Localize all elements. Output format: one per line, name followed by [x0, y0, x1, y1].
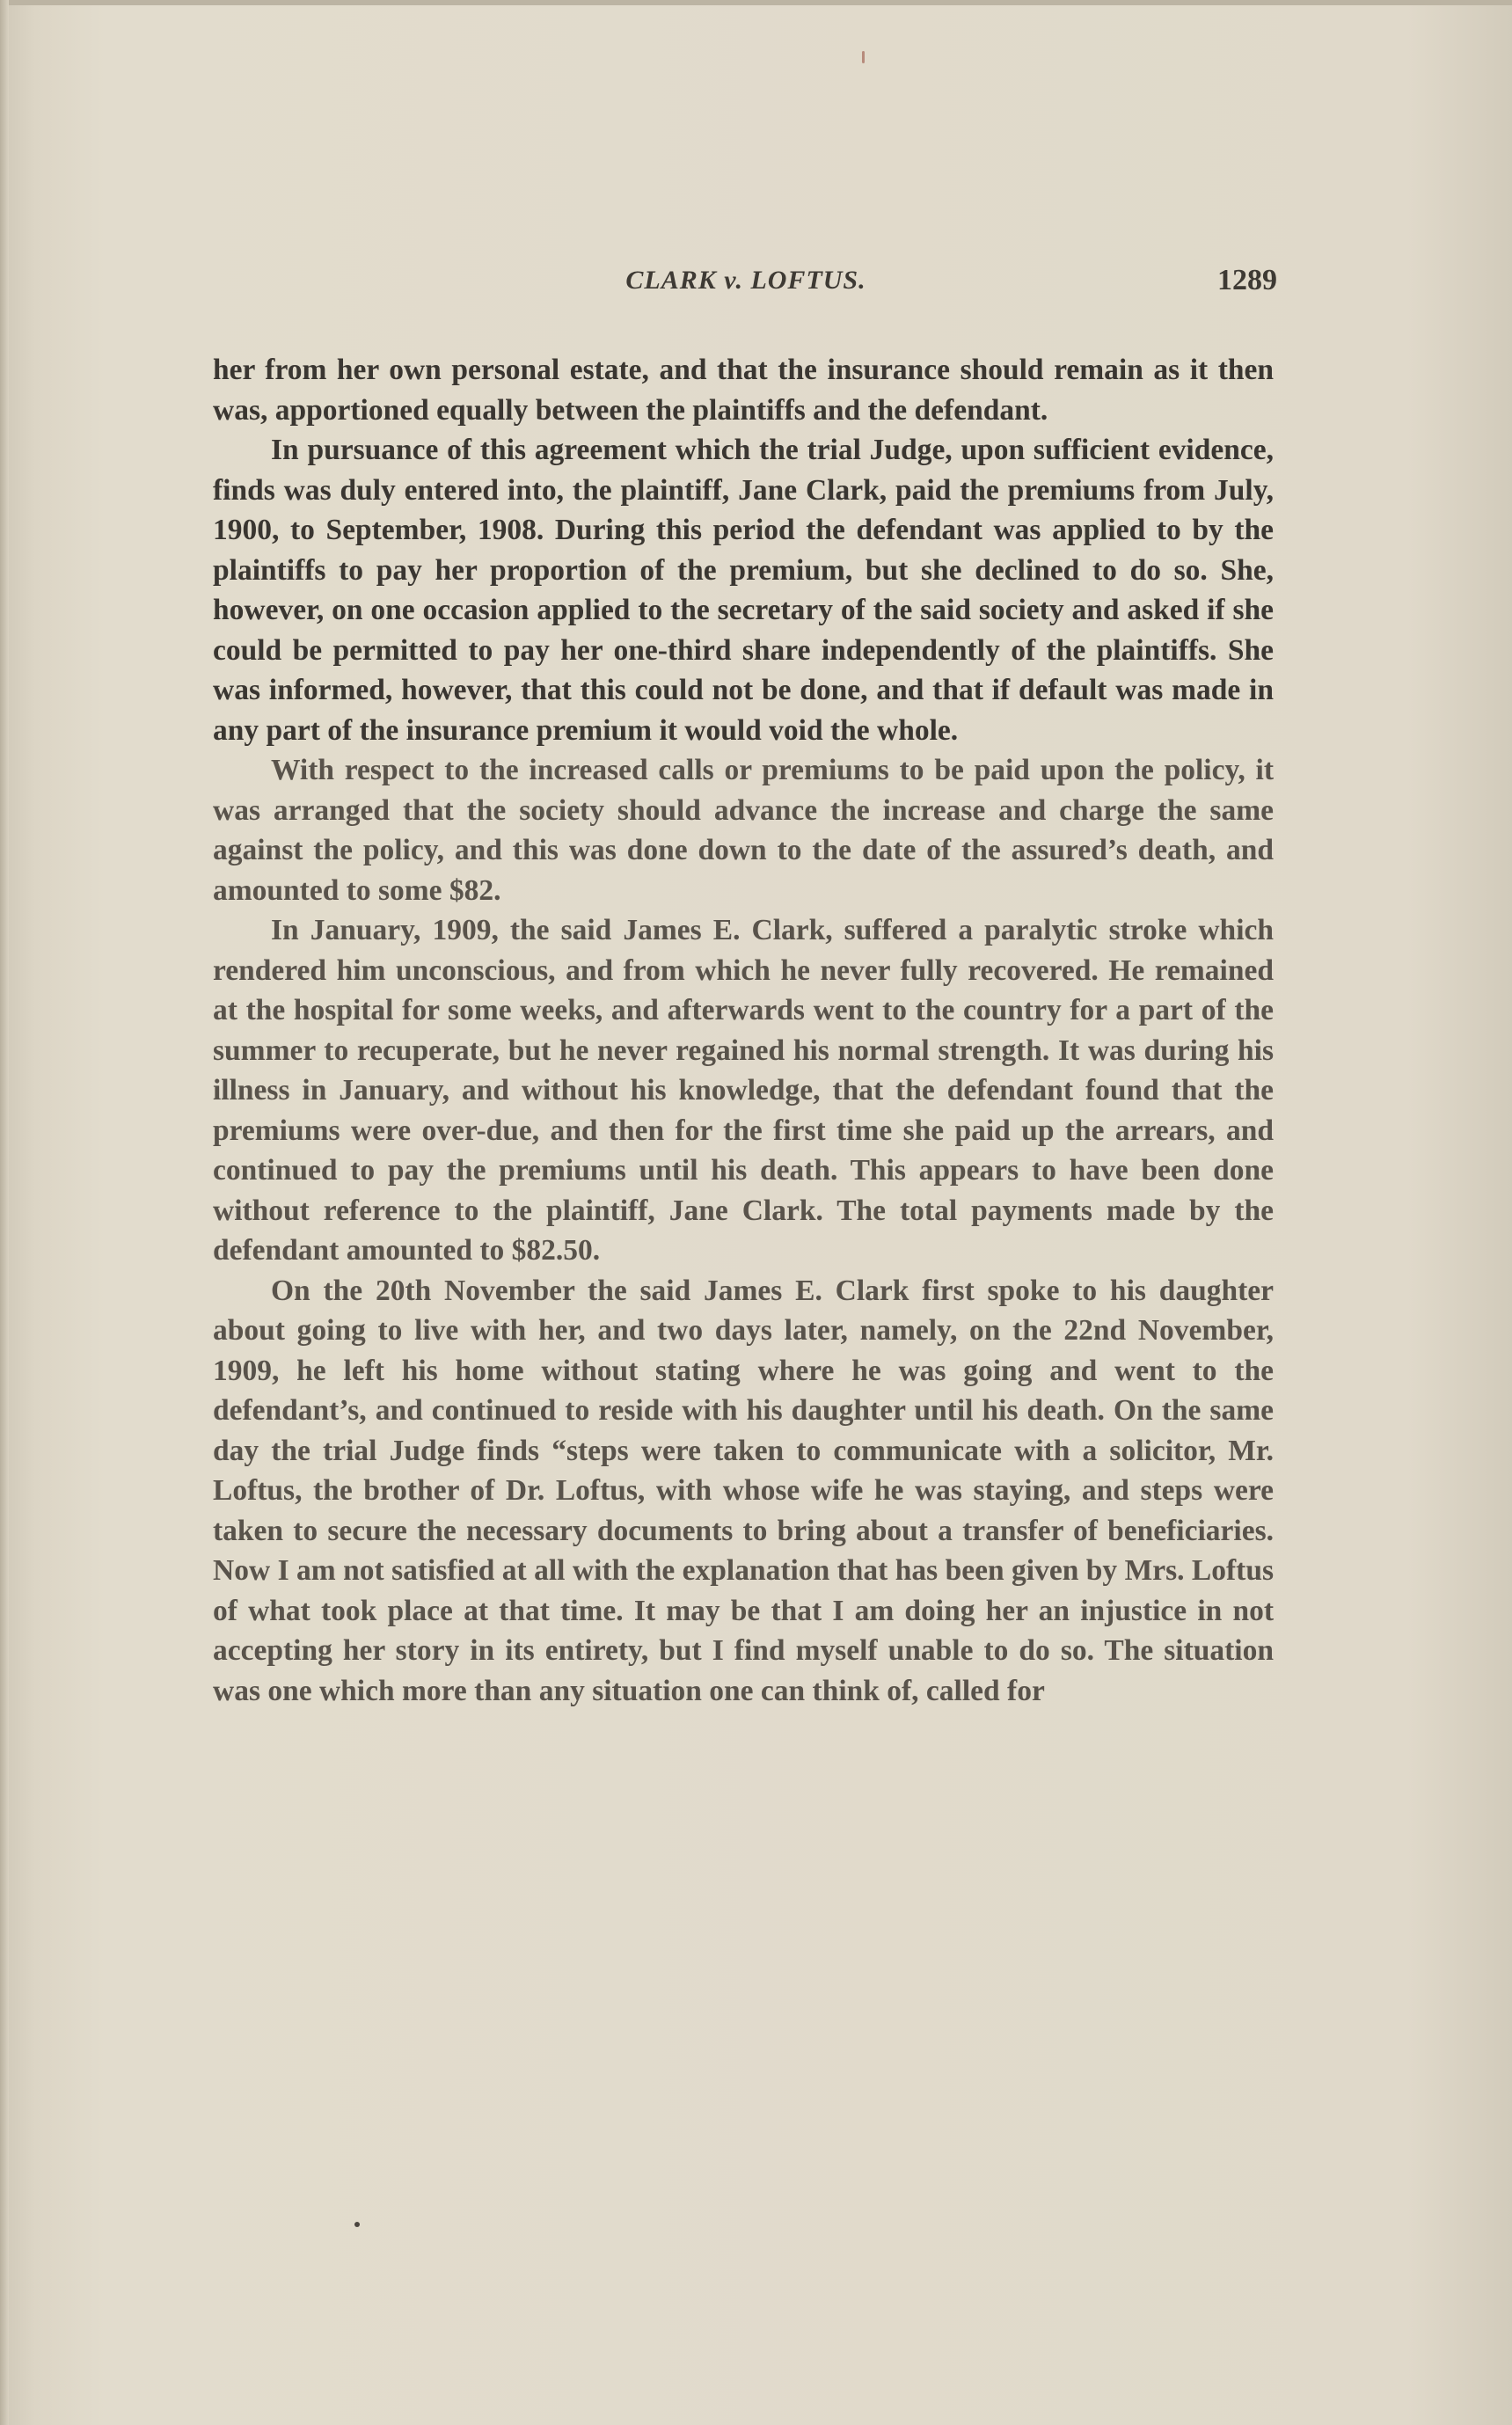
page-top-edge	[0, 0, 1512, 5]
paragraph-5: On the 20th November the said James E. Clark first spoke to his daughter about going to live with her, and two days later, namely, on the 22nd November, 1909, he left his home without stating where he was going and went to the defendant’s, and continued to reside with his daughter until his death. On the same day the trial Judge finds “steps were taken to communicate with a solicitor, Mr. Loftus, the brother of Dr. Loftus, with whose wife he was staying, and steps were taken to secure the necessary documents to bring about a transfer of beneficiaries. Now I am not satisfied at all with the explanation that has been given by Mrs. Loftus of what took place at that time. It may be that I am doing her an injustice in not accepting her story in its entirety, but I find myself unable to do so. The situation was one which more than any situation one can think of, called for	[213, 1274, 1274, 1707]
running-head	[213, 262, 1279, 306]
paragraph-1: her from her own personal estate, and that the insurance should remain as it then was, apportioned equally between the plaintiffs and the defendant.	[213, 354, 1274, 427]
ink-speck	[354, 2222, 360, 2227]
ink-speck	[862, 51, 865, 63]
body-text	[213, 350, 1274, 1711]
paragraph-4: In January, 1909, the said James E. Clark, suffered a paralytic stroke which rendered him unconscious, and from which he never fully recovered. He remained at the hospital for some weeks, and afterwards went to the country for a part of the summer to recuperate, but he never regained his normal strength. It was during his illness in January, and without his knowledge, that the defendant found that the premiums were over-due, and then for the first time she paid up the arrears, and continued to pay the premiums until his death. This appears to have been done without reference to the plaintiff, Jane Clark. The total payments made by the defendant amounted to $82.50.	[213, 914, 1274, 1267]
paragraph-2: In pursuance of this agreement which the trial Judge, upon sufficient evidence, finds was duly entered into, the plaintiff, Jane Clark, paid the premiums from July, 1900, to September, 1908. During this period the defendant was applied to by the plaintiffs to pay her proportion of the premium, but she declined to do so. She, however, on one occasion applied to the secretary of the said society and asked if she could be permitted to pay her one-third share independently of the plaintiffs. She was informed, however, that this could not be done, and that if default was made in any part of the insurance premium it would void the whole.	[213, 434, 1274, 747]
paragraph-3: With respect to the increased calls or premiums to be paid upon the policy, it was arranged that the society should advance the increase and charge the same against the policy, and this was done down to the date of the assured’s death, and amounted to some $82.	[213, 754, 1274, 907]
page-binding-edge	[0, 0, 9, 2425]
page-number: 1289	[1217, 264, 1277, 296]
running-head-title: CLARK v. LOFTUS.	[625, 266, 866, 295]
